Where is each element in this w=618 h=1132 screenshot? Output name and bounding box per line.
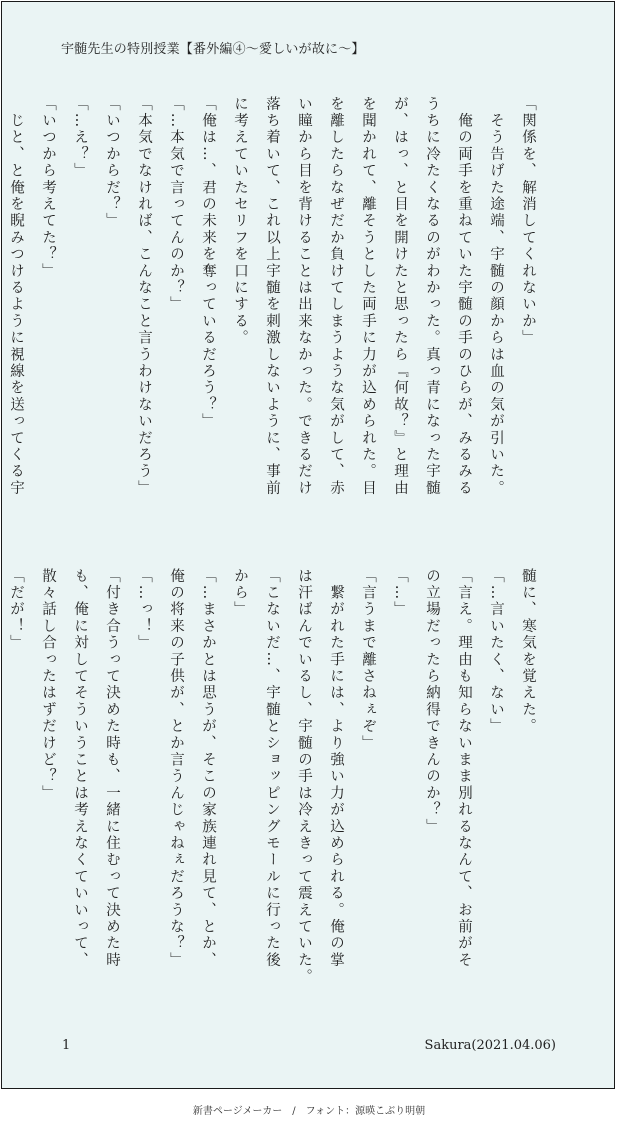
text-column: 「…」	[392, 568, 408, 619]
text-column: うちに冷たくなるのがわかった。真っ青になった宇髄	[424, 96, 440, 497]
text-column: 「言うまで離さねぇぞ」	[360, 568, 376, 752]
page-number: 1	[62, 1038, 71, 1053]
text-column: の立場だったら納得できんのか？」	[424, 568, 440, 836]
text-column: い瞳から目を背けることは出来なかった。できるだけ	[296, 96, 312, 497]
text-column: は汗ばんでいるし、宇髄の手は冷えきって震えていた。	[296, 568, 312, 986]
text-column: 「…っ！」	[136, 568, 152, 652]
text-block-top	[0, 96, 544, 536]
text-column: 散々話し合ったはずだけど？」	[40, 568, 56, 802]
text-column: 「俺は…、君の未来を奪っているだろう？」	[200, 96, 216, 430]
text-column: 髄に、寒気を覚えた。	[520, 568, 536, 735]
text-column: 「…まさかとは思うが、そこの家族連れ見て、とか、	[200, 568, 216, 969]
text-column: を離したらなぜだか負けてしまうような気がして、赤	[328, 96, 344, 497]
text-column: 「だが！」	[8, 568, 24, 652]
text-column: 落ち着いて、これ以上宇髄を刺激しないように、事前	[264, 96, 280, 497]
text-column: 「…言いたく、ない」	[488, 568, 504, 735]
text-column: が、はっ、と目を開けたと思ったら『何故？』と理由	[392, 96, 408, 497]
generator-credit: 新書ページメーカー / フォント：源暎こぶり明朝	[192, 1106, 426, 1117]
book-page	[1, 1, 615, 1089]
text-column: 「いつから考えてた？」	[40, 96, 56, 280]
text-column: 「…え？」	[72, 96, 88, 180]
text-column: も、俺に対してそういうことは考えなくていいって、	[72, 568, 88, 969]
text-column: から」	[232, 568, 248, 619]
text-column: 「いつからだ？」	[104, 96, 120, 230]
text-column: に考えていたセリフを口にする。	[232, 96, 248, 347]
text-column: じと、と俺を睨みつけるように視線を送ってくる宇	[8, 96, 24, 497]
text-block-bottom	[0, 568, 544, 1008]
text-column: 「関係を、解消してくれないか」	[520, 96, 536, 347]
text-column: そう告げた途端、宇髄の顔からは血の気が引いた。	[488, 96, 504, 497]
text-column: 「…本気で言ってんのか？」	[168, 96, 184, 314]
text-column: 「付き合うって決めた時も、一緒に住むって決めた時	[104, 568, 120, 969]
text-column: 俺の両手を重ねていた宇髄の手のひらが、みるみる	[456, 96, 472, 497]
text-column: 「本気でなければ、こんなこと言うわけないだろう」	[136, 96, 152, 497]
author-credit: Sakura(2021.04.06)	[424, 1038, 556, 1053]
text-column: 俺の将来の子供が、とか言うんじゃねぇだろうな？」	[168, 568, 184, 969]
text-column: を聞かれて、離そうとした両手に力が込められた。目	[360, 96, 376, 497]
page-title: 宇髄先生の特別授業【番外編④〜愛しいが故に〜】	[61, 42, 365, 57]
text-column: 「言え。理由も知らないまま別れるなんて、お前がそ	[456, 568, 472, 969]
text-column: 「こないだ…、宇髄とショッピングモールに行った後	[264, 568, 280, 969]
text-column: 繋がれた手には、より強い力が込められる。俺の掌	[328, 568, 344, 969]
